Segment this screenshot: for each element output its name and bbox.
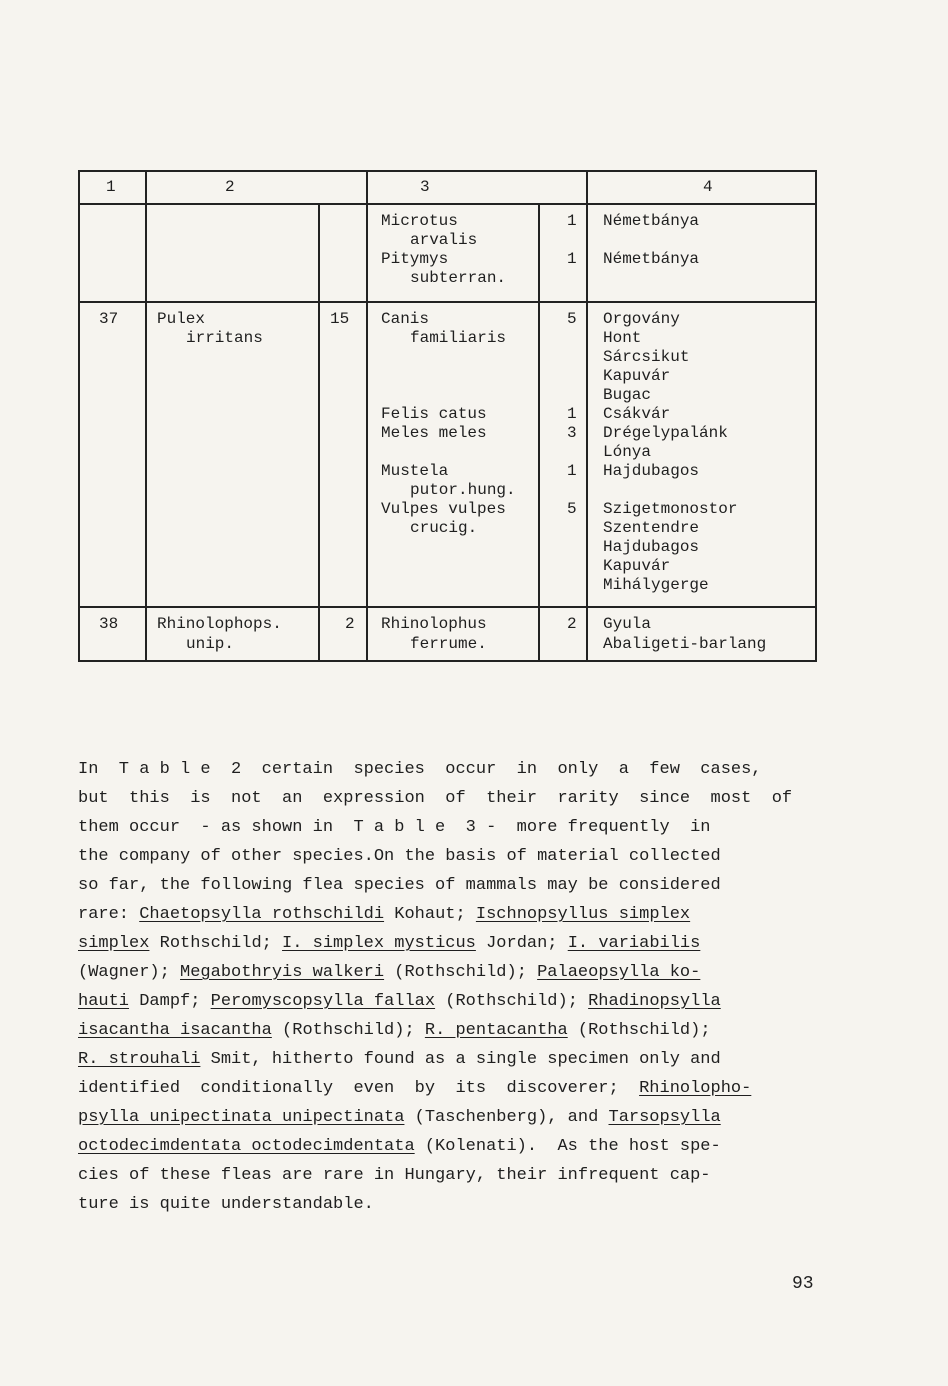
text: (Rothschild); [435, 992, 589, 1011]
species-name: Rhadinopsylla [588, 992, 721, 1011]
host-count: 1 [567, 250, 577, 268]
text: Rothschild; [149, 934, 283, 953]
species-name: Palaeopsylla ko- [537, 963, 701, 982]
locality: Kapuvár [603, 557, 671, 575]
paragraph-line: but this is not an expression of their rarity since most of [78, 789, 793, 808]
host-name: Vulpes vulpes [381, 500, 506, 518]
table-rule [78, 301, 817, 303]
table-rule [78, 606, 817, 608]
table-rule [318, 203, 320, 662]
host-name: putor.hung. [410, 481, 516, 499]
paragraph-line [78, 993, 721, 1010]
species-name: simplex [78, 934, 150, 953]
locality: Sárcsikut [603, 348, 690, 366]
species-name: Tarsopsylla [608, 1108, 721, 1127]
paragraph-line [78, 1138, 721, 1155]
table-header-cell: 4 [703, 178, 713, 196]
paragraph-line: so far, the following flea species of mammals may be considered [78, 876, 721, 895]
host-name: Mustela [381, 462, 449, 480]
paragraph-line: cies of these fleas are rare in Hungary, their infrequent cap- [78, 1166, 711, 1185]
table-rule [815, 170, 817, 662]
host-name: ferrume. [410, 635, 487, 653]
species-name: I. simplex mysticus [282, 934, 476, 953]
text: (Wagner); [78, 963, 181, 982]
species-name: R. strouhali [78, 1050, 201, 1069]
text: Kohaut; [384, 905, 476, 924]
locality: Csákvár [603, 405, 671, 423]
locality: Hajdubagos [603, 462, 700, 480]
locality: Mihálygerge [603, 576, 709, 594]
locality: Gyula [603, 615, 652, 633]
host-count: 5 [567, 500, 577, 518]
paragraph-line [78, 964, 700, 981]
paragraph-line: them occur - as shown in T a b l e 3 - more frequently in [78, 818, 711, 837]
host-count: 1 [567, 212, 577, 230]
paragraph-line [78, 1109, 721, 1126]
table-rule [78, 660, 817, 662]
table-header-cell: 1 [106, 178, 116, 196]
host-count: 2 [567, 615, 577, 633]
specimen-count: 2 [345, 615, 355, 633]
table-header-cell: 3 [420, 178, 430, 196]
table-rule [366, 170, 368, 662]
species-name: Chaetopsylla rothschildi [139, 905, 385, 924]
host-count: 1 [567, 462, 577, 480]
host-count: 1 [567, 405, 577, 423]
row-number: 37 [99, 310, 119, 328]
species-name: I. variabilis [567, 934, 701, 953]
table-rule [586, 170, 588, 662]
locality: Orgovány [603, 310, 680, 328]
species-name: isacantha isacantha [78, 1021, 272, 1040]
paragraph-line [78, 906, 690, 923]
locality: Abaligeti-barlang [603, 635, 767, 653]
specimen-count: 15 [330, 310, 350, 328]
locality: Bugac [603, 386, 652, 404]
table-rule [78, 170, 80, 662]
locality: Kapuvár [603, 367, 671, 385]
locality: Szentendre [603, 519, 700, 537]
species-name: psylla unipectinata unipectinata [78, 1108, 405, 1127]
text: rare: [78, 905, 140, 924]
table-rule [78, 203, 817, 205]
host-name: Pitymys [381, 250, 449, 268]
table-header-cell: 2 [225, 178, 235, 196]
species-name: Ischnopsyllus simplex [475, 905, 691, 924]
text: Jordan; [475, 934, 568, 953]
host-name: Rhinolophus [381, 615, 487, 633]
locality: Németbánya [603, 250, 700, 268]
paragraph-line: In T a b l e 2 certain species occur in only a few cases, [78, 760, 762, 779]
locality: Németbánya [603, 212, 700, 230]
text: Dampf; [129, 992, 211, 1011]
text: (Taschenberg), and [404, 1108, 609, 1127]
species-name: Peromyscopsylla fallax [210, 992, 436, 1011]
paragraph-line [78, 1022, 711, 1039]
text: identified conditionally even by its discoverer; [78, 1079, 640, 1098]
host-name: subterran. [410, 269, 507, 287]
table-rule [145, 170, 147, 662]
locality: Hajdubagos [603, 538, 700, 556]
text: (Rothschild); [271, 1021, 425, 1040]
host-name: Canis [381, 310, 430, 328]
page-number: 93 [792, 1274, 814, 1294]
row-number: 38 [99, 615, 119, 633]
host-count: 5 [567, 310, 577, 328]
locality: Lónya [603, 443, 652, 461]
host-name: Microtus [381, 212, 458, 230]
text: Smit, hitherto found as a single specimen only and [200, 1050, 721, 1069]
host-name: familiaris [410, 329, 507, 347]
text: (Rothschild); [567, 1021, 711, 1040]
species-name: hauti [78, 992, 130, 1011]
host-name: arvalis [410, 231, 478, 249]
paragraph-line [78, 935, 700, 952]
flea-species: unip. [186, 635, 235, 653]
species-name: R. pentacantha [424, 1021, 568, 1040]
paragraph-line [78, 1051, 721, 1068]
host-name: Meles meles [381, 424, 487, 442]
flea-species: Rhinolophops. [157, 615, 282, 633]
locality: Szigetmonostor [603, 500, 738, 518]
species-name: octodecimdentata octodecimdentata [78, 1137, 415, 1156]
locality: Drégelypalánk [603, 424, 728, 442]
species-name: Rhinolopho- [639, 1079, 752, 1098]
table-rule [538, 203, 540, 662]
paragraph-line: the company of other species.On the basis of material collected [78, 847, 721, 866]
host-count: 3 [567, 424, 577, 442]
flea-species: Pulex [157, 310, 206, 328]
locality: Hont [603, 329, 642, 347]
paragraph-line: ture is quite understandable. [78, 1195, 374, 1214]
text: (Kolenati). As the host spe- [414, 1137, 721, 1156]
paragraph-line [78, 1080, 751, 1097]
flea-species: irritans [186, 329, 263, 347]
table-rule [78, 170, 817, 172]
text: (Rothschild); [384, 963, 538, 982]
species-name: Megabothryis walkeri [180, 963, 385, 982]
host-name: crucig. [410, 519, 478, 537]
host-name: Felis catus [381, 405, 487, 423]
